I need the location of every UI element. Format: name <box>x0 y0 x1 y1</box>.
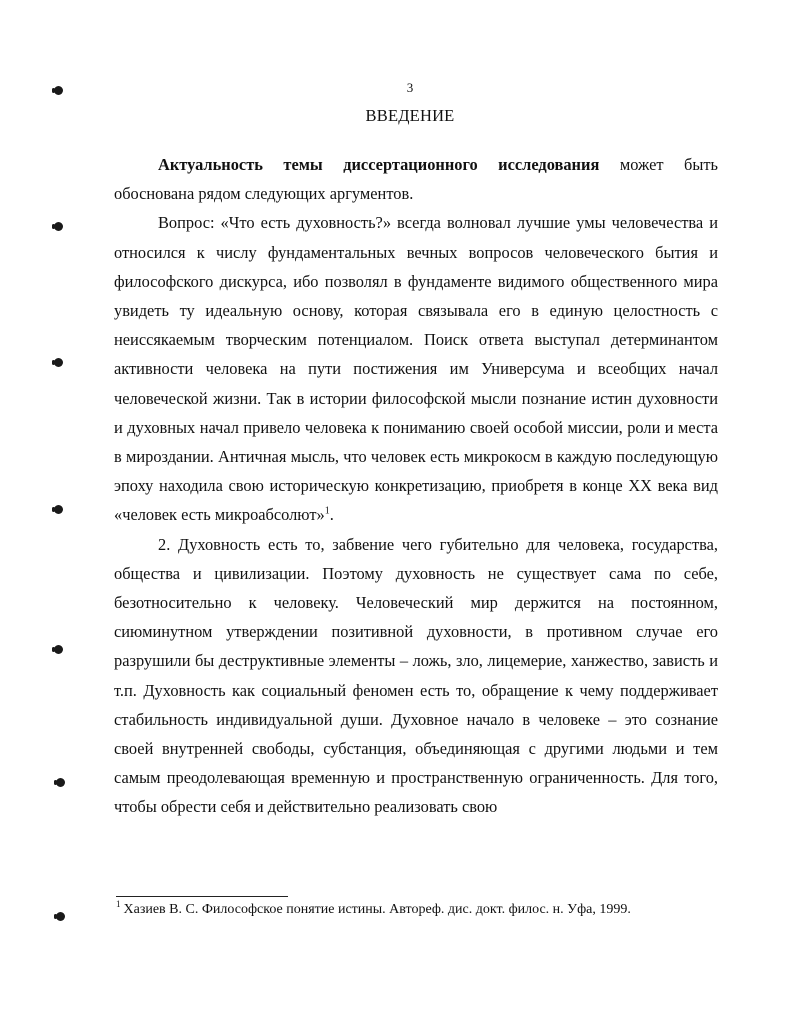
binding-hole-icon <box>54 222 63 231</box>
binding-hole-icon <box>56 912 65 921</box>
binding-hole-icon <box>54 358 63 367</box>
main-text <box>114 150 718 822</box>
page-number: 3 <box>406 80 414 95</box>
footnote-text: Хазиев В. С. Философское понятие истины. Автореф. дис. докт. филос. н. Уфа, 1999. <box>123 902 631 917</box>
footnote <box>116 901 736 919</box>
bold-lead: Актуальность темы диссертационного исследования <box>158 155 600 174</box>
paragraph-question-text: Вопрос: «Что есть духовность?» всегда волновал лучшие умы человечества и относился к числу фундаментальных вечных вопросов человеческого бытия и философского дискурса, ибо позволял в фундаменте видимого общественного мира увидеть ту идеальную основу, которая связывала его в единую целостность с неиссякаемым творческим потенциалом. Поиск ответа выступал детерминантом активности человека на пути постижения им Универсума и всеобщих начал человеческой жизни. Так в истории философской мысли познание истин духовности и духовных начал привело человека к пониманию своей особой миссии, роли и места в мироздании. Античная мысль, что человек есть микрокосм в каждую последующую эпоху находила свою историческую конкретизацию, приобретя в конце XX века вид «человек есть микроабсолют» <box>114 213 718 525</box>
page-title: ВВЕДЕНИЕ <box>365 106 455 125</box>
paragraph-relevance-text: может быть обоснована рядом следующих аргументов. <box>114 155 718 204</box>
binding-hole-icon <box>54 645 63 654</box>
footnote-divider <box>116 896 288 897</box>
footnote-marker: 1 <box>116 899 121 910</box>
paragraph-question-end: . <box>329 505 334 525</box>
binding-hole-icon <box>56 778 65 787</box>
paragraph-question <box>114 208 718 529</box>
binding-hole-icon <box>54 505 63 514</box>
binding-hole-icon <box>54 86 63 95</box>
footnote-reference: 1 <box>324 505 330 517</box>
paragraph-spirituality: 2. Духовность есть то, забвение чего губительно для человека, государства, общества и цивилизации. Поэтому духовность не существует сама по себе, безотносительно к человеку. Человеческий мир держится на постоянном, сиюминутном утверждении позитивной духовности, в противном случае его разрушили бы деструктивные элементы – ложь, зло, лицемерие, ханжество, зависть и т.п. Духовность как социальный феномен есть то, обращение к чему поддерживает стабильность индивидуальной души. Духовное начало в человеке – это сознание своей внутренней свободы, субстанция, объединяющая с другими людьми и тем самым преодолевающая временную и пространственную ограниченность. Для того, чтобы обрести себя и действительно реализовать свою <box>114 534 718 817</box>
paragraph-relevance <box>114 150 718 208</box>
